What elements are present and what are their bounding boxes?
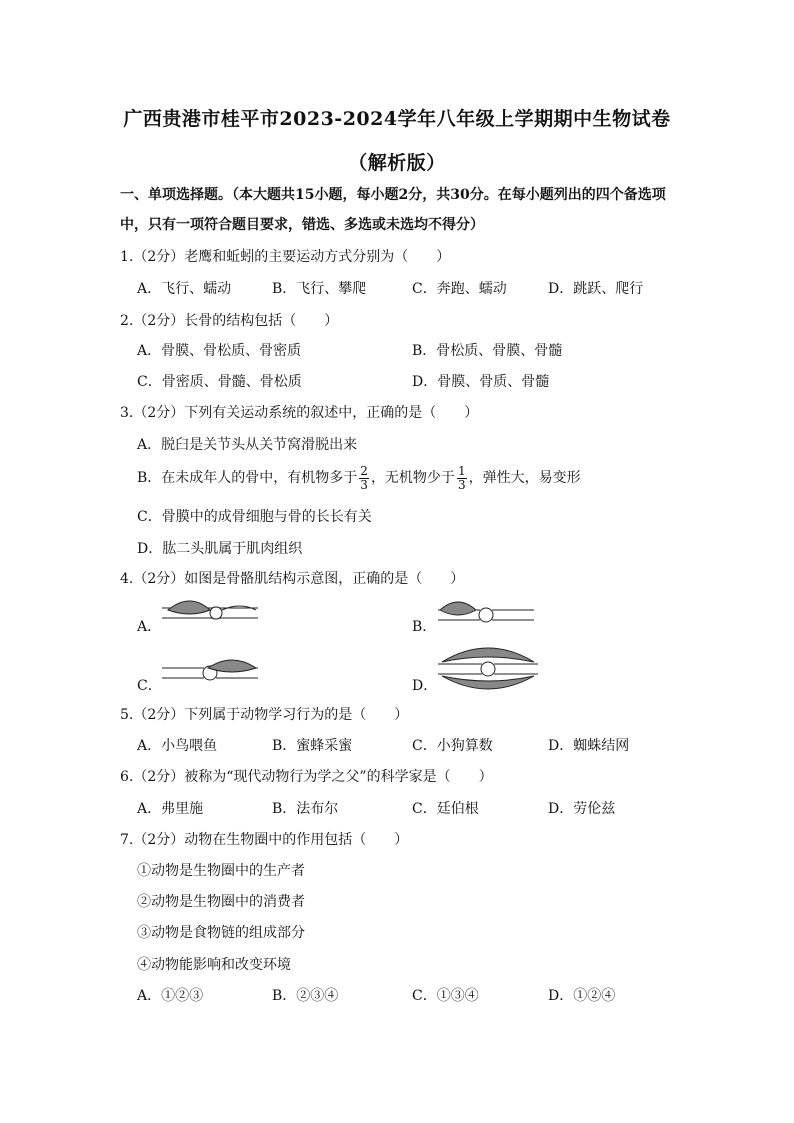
question-2-option-a[interactable]: A．骨膜、骨松质、骨密质 <box>137 343 302 359</box>
question-3-stem: 3.（2分）下列有关运动系统的叙述中，正确的是（ ） <box>120 405 479 421</box>
question-1-option-d[interactable]: D．跳跃、爬行 <box>548 281 644 297</box>
question-3-option-c[interactable]: C．骨膜中的成骨细胞与骨的长长有关 <box>137 509 372 525</box>
question-6-option-b[interactable]: B．法布尔 <box>272 801 339 817</box>
question-5-option-b[interactable]: B．蜜蜂采蜜 <box>272 738 353 754</box>
section-heading-line1: 一、单项选择题。（本大题共15小题，每小题2分，共30分。在每小题列出的四个备选项 <box>120 187 666 203</box>
question-2-option-c[interactable]: C．骨密质、骨髓、骨松质 <box>137 374 302 390</box>
muscle-diagram-a <box>160 596 260 636</box>
question-1-stem: 1.（2分）老鹰和蚯蚓的主要运动方式分别为（ ） <box>120 249 451 265</box>
question-7-option-a[interactable]: A．①②③ <box>137 988 204 1004</box>
question-4-option-d[interactable]: D． <box>412 678 438 694</box>
question-6-option-c[interactable]: C．廷伯根 <box>412 801 479 817</box>
question-4-stem: 4.（2分）如图是骨骼肌结构示意图，正确的是（ ） <box>120 571 465 587</box>
section-heading-line2: 中，只有一项符合题目要求，错选、多选或未选均不得分） <box>120 217 484 233</box>
question-7-stem: 7.（2分）动物在生物圈中的作用包括（ ） <box>120 832 409 848</box>
question-6-option-d[interactable]: D．劳伦兹 <box>548 801 616 817</box>
question-3-option-a[interactable]: A．脱臼是关节头从关节窝滑脱出来 <box>137 437 358 453</box>
question-3-option-b[interactable] <box>137 463 581 493</box>
muscle-diagram-d <box>434 640 542 696</box>
question-6-option-a[interactable]: A．弗里施 <box>137 801 204 817</box>
question-4-option-a[interactable]: A． <box>137 619 162 635</box>
question-5-stem: 5.（2分）下列属于动物学习行为的是（ ） <box>120 707 409 723</box>
muscle-diagram-c <box>160 652 260 692</box>
question-7-statement-1: ①动物是生物圈中的生产者 <box>137 863 305 879</box>
question-2-option-b[interactable]: B．骨松质、骨膜、骨髓 <box>412 343 563 359</box>
question-7-statement-2: ②动物是生物圈中的消费者 <box>137 894 305 910</box>
question-7-option-d[interactable]: D．①②④ <box>548 988 616 1004</box>
question-4-option-c[interactable]: C． <box>137 678 162 694</box>
option-b-text-mid: ，无机物少于 <box>370 470 455 486</box>
fraction-two-thirds: $\frac{2}{3}$ <box>360 463 368 492</box>
question-5-option-d[interactable]: D．蜘蛛结网 <box>548 738 630 754</box>
question-2-stem: 2.（2分）长骨的结构包括（ ） <box>120 313 339 329</box>
question-2-option-d[interactable]: D．骨膜、骨质、骨髓 <box>412 374 550 390</box>
question-6-stem: 6.（2分）被称为“现代动物行为学之父”的科学家是（ ） <box>120 769 493 785</box>
option-b-text-end: ，弹性大，易变形 <box>468 470 581 486</box>
question-5-option-c[interactable]: C．小狗算数 <box>412 738 493 754</box>
question-4-option-b[interactable]: B． <box>412 619 437 635</box>
question-3-option-d[interactable]: D．肱二头肌属于肌肉组织 <box>137 541 303 557</box>
fraction-one-third: $\frac{1}{3}$ <box>457 463 466 492</box>
question-1-option-c[interactable]: C．奔跑、蠕动 <box>412 281 507 297</box>
question-5-option-a[interactable]: A．小鸟喂鱼 <box>137 738 218 754</box>
question-7-statement-3: ③动物是食物链的组成部分 <box>137 925 305 941</box>
page-subtitle: （解析版） <box>348 152 446 174</box>
page-title: 广西贵港市桂平市2023-2024学年八年级上学期期中生物试卷 <box>123 108 671 130</box>
question-1-option-b[interactable]: B．飞行、攀爬 <box>272 281 367 297</box>
question-7-option-b[interactable]: B．②③④ <box>272 988 339 1004</box>
option-b-text-start: B．在未成年人的骨中，有机物多于 <box>137 470 358 486</box>
question-7-statement-4: ④动物能影响和改变环境 <box>137 957 291 973</box>
muscle-diagram-b <box>436 596 536 636</box>
question-7-option-c[interactable]: C．①③④ <box>412 988 479 1004</box>
question-1-option-a[interactable]: A．飞行、蠕动 <box>137 281 232 297</box>
